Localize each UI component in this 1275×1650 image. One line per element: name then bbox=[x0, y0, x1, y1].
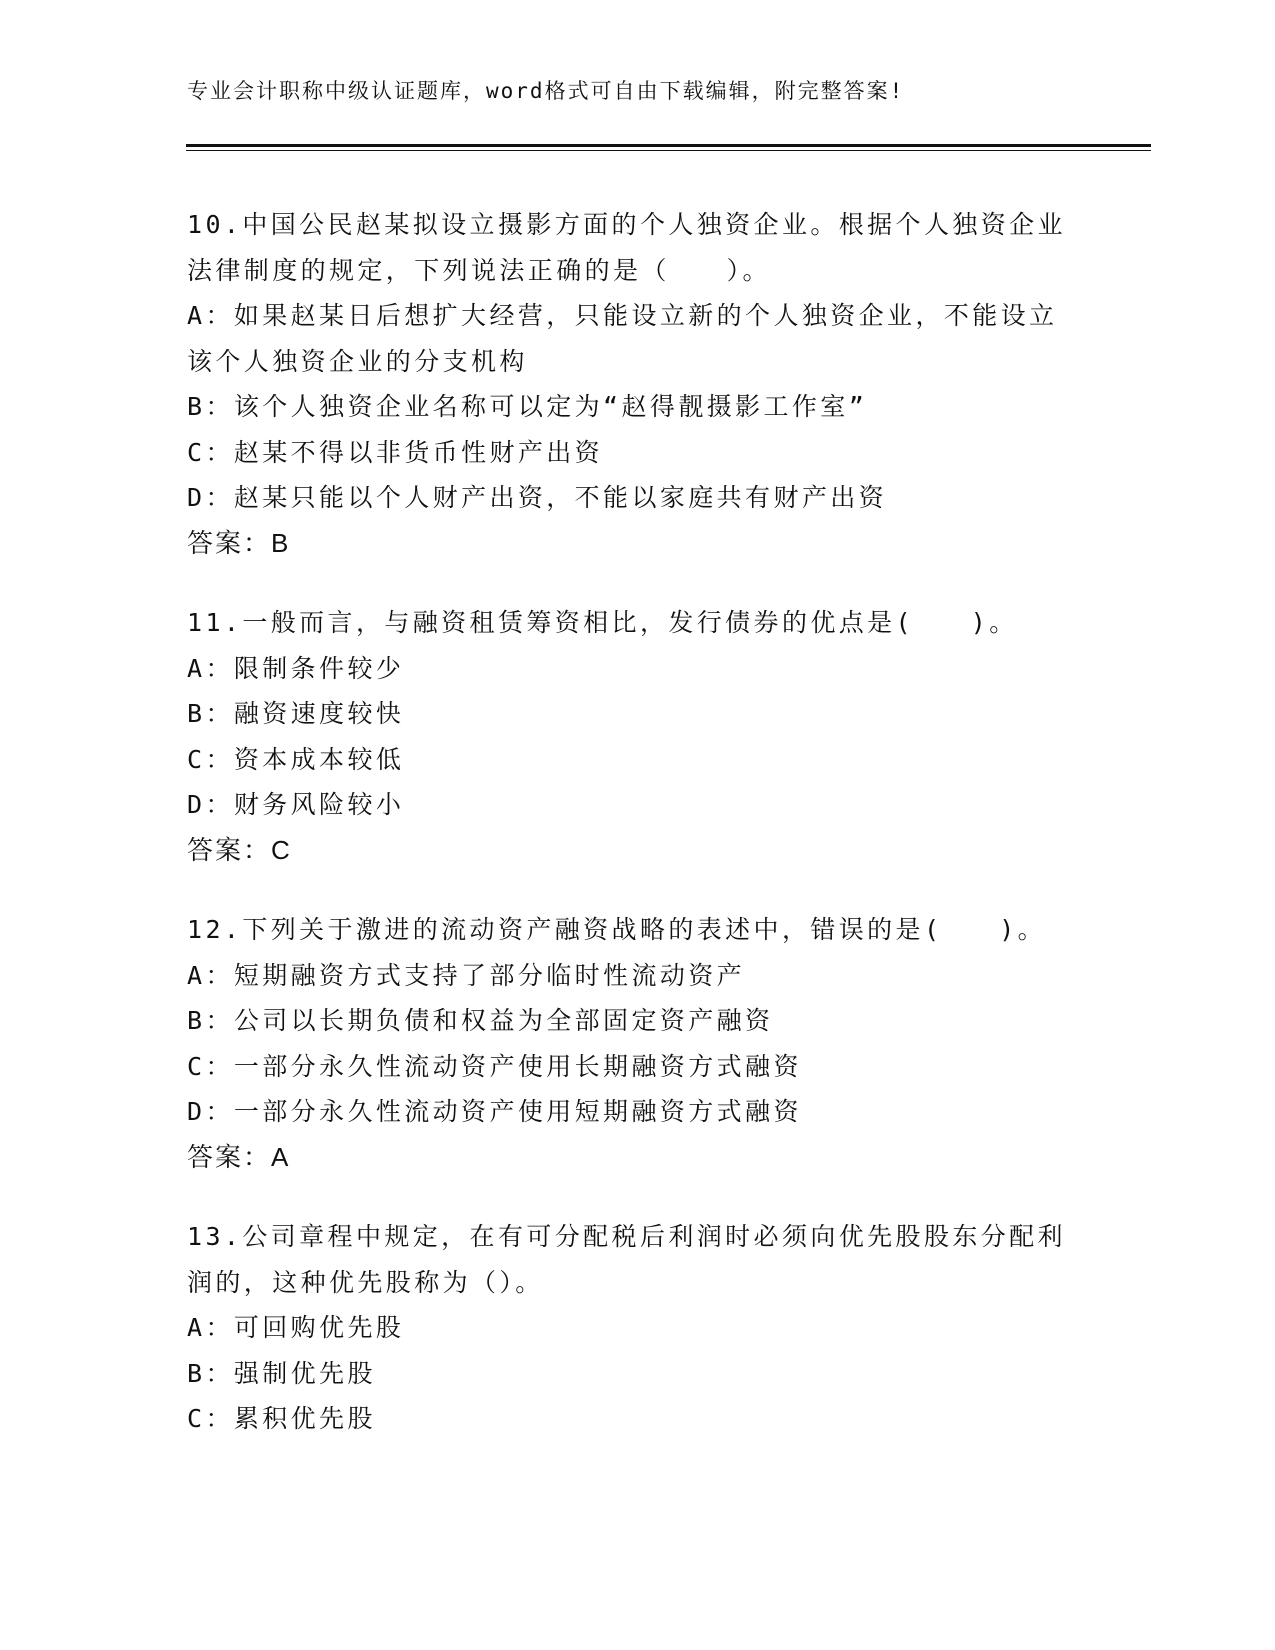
question-10 bbox=[187, 202, 1087, 566]
option-a: A：限制条件较少 bbox=[187, 653, 405, 683]
answer: 答案：B bbox=[187, 527, 291, 558]
option-a: A：如果赵某日后想扩大经营，只能设立新的个人独资企业，不能设立 bbox=[187, 301, 1058, 330]
question-12 bbox=[187, 907, 1087, 1180]
option-b: B：公司以长期负债和权益为全部固定资产融资 bbox=[187, 1006, 774, 1035]
question-stem-line: 13.公司章程中规定，在有可分配税后利润时必须向优先股股东分配利 bbox=[187, 1222, 1066, 1251]
question-stem-line: 润的，这种优先股称为（）。 bbox=[187, 1267, 544, 1297]
option-d: D：一部分永久性流动资产使用短期融资方式融资 bbox=[187, 1097, 802, 1126]
option-a: A：可回购优先股 bbox=[187, 1313, 405, 1342]
option-d: D：赵某只能以个人财产出资，不能以家庭共有财产出资 bbox=[187, 483, 888, 512]
option-c: C：资本成本较低 bbox=[187, 744, 405, 774]
option-c: C：累积优先股 bbox=[187, 1404, 376, 1433]
option-c: C：赵某不得以非货币性财产出资 bbox=[187, 437, 604, 467]
answer: 答案：A bbox=[187, 1141, 291, 1172]
option-b: B：强制优先股 bbox=[187, 1358, 376, 1388]
answer: 答案：C bbox=[187, 834, 292, 865]
header-divider-thin bbox=[186, 150, 1151, 151]
option-a-continued: 该个人独资企业的分支机构 bbox=[187, 346, 528, 376]
option-a: A：短期融资方式支持了部分临时性流动资产 bbox=[187, 960, 746, 990]
option-b: B：融资速度较快 bbox=[187, 699, 405, 728]
question-stem-line: 12.下列关于激进的流动资产融资战略的表述中，错误的是( )。 bbox=[187, 915, 1047, 944]
header-note: 专业会计职称中级认证题库，word格式可自由下载编辑，附完整答案! bbox=[187, 79, 905, 103]
header-divider-thick bbox=[186, 144, 1151, 147]
option-c: C：一部分永久性流动资产使用长期融资方式融资 bbox=[187, 1051, 802, 1081]
question-stem-line: 11.一般而言，与融资租赁筹资相比，发行债券的优点是( )。 bbox=[187, 608, 1018, 637]
question-stem-line: 10.中国公民赵某拟设立摄影方面的个人独资企业。根据个人独资企业 bbox=[187, 210, 1066, 239]
question-list bbox=[187, 202, 1087, 1476]
option-b: B：该个人独资企业名称可以定为“赵得靓摄影工作室” bbox=[187, 392, 868, 421]
question-13 bbox=[187, 1214, 1087, 1442]
question-stem-line: 法律制度的规定，下列说法正确的是（ ）。 bbox=[187, 255, 771, 285]
question-11 bbox=[187, 600, 1087, 873]
option-d: D：财务风险较小 bbox=[187, 790, 405, 819]
